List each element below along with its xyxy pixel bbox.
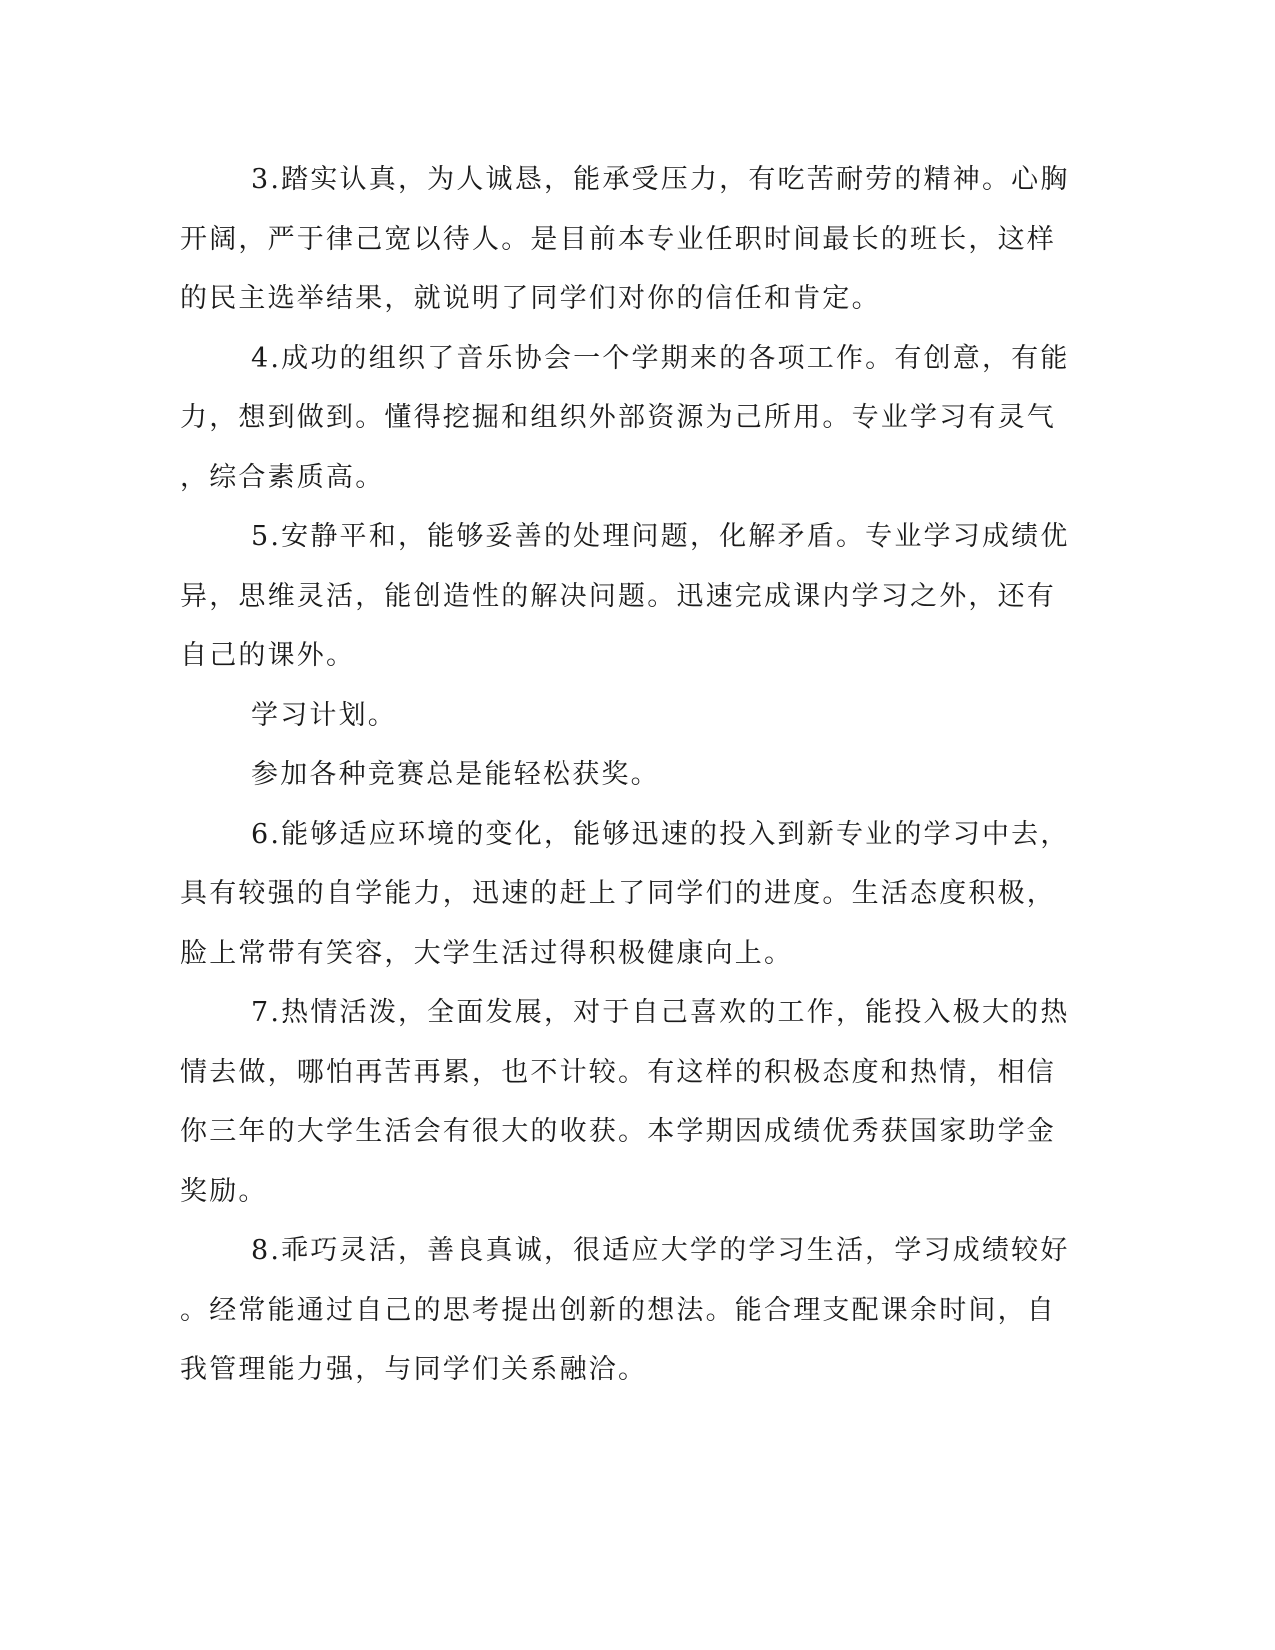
paragraph-line: 情去做，哪怕再苦再累，也不计较。有这样的积极态度和热情，相信: [180, 1056, 1056, 1088]
paragraph-line: ，综合素质高。: [180, 461, 385, 493]
paragraph-3: [180, 150, 1070, 329]
paragraph-line: 自己的课外。: [180, 640, 356, 671]
paragraph-line: 开阔，严于律己宽以待人。是目前本专业任职时间最长的班长，这样: [180, 223, 1056, 255]
paragraph-line: 的民主选举结果，就说明了同学们对你的信任和肯定。: [180, 283, 881, 314]
paragraph-study-plan: [180, 686, 1020, 746]
paragraph-line: 异，思维灵活，能创造性的解决问题。迅速完成课内学习之外，还有: [180, 580, 1056, 612]
paragraph-line: 我管理能力强，与同学们关系融洽。: [180, 1354, 648, 1385]
paragraph-line: 具有较强的自学能力，迅速的赶上了同学们的进度。生活态度积极，: [180, 878, 1056, 909]
paragraph-line: 8.乖巧灵活，善良真诚，很适应大学的学习生活，学习成绩较好: [251, 1235, 1070, 1266]
paragraph-line: 4.成功的组织了音乐协会一个学期来的各项工作。有创意，有能: [251, 342, 1070, 374]
document-page: [180, 150, 1070, 1400]
paragraph-line: 3.踏实认真，为人诚恳，能承受压力，有吃苦耐劳的精神。心胸: [251, 164, 1070, 195]
paragraph-line: 7.热情活泼，全面发展，对于自己喜欢的工作，能投入极大的热: [251, 997, 1070, 1028]
paragraph-line: 参加各种竞赛总是能轻松获奖。: [251, 759, 660, 790]
paragraph-5: [180, 507, 1070, 686]
paragraph-line: 学习计划。: [251, 699, 397, 731]
paragraph-8: [180, 1221, 1070, 1400]
paragraph-competitions: [180, 745, 1020, 805]
paragraph-6: [180, 805, 1070, 984]
paragraph-line: 5.安静平和，能够妥善的处理问题，化解矛盾。专业学习成绩优: [251, 521, 1070, 552]
paragraph-line: 脸上常带有笑容，大学生活过得积极健康向上。: [180, 937, 794, 969]
paragraph-line: 。经常能通过自己的思考提出创新的想法。能合理支配课余时间，自: [180, 1294, 1056, 1326]
paragraph-line: 奖励。: [180, 1175, 268, 1207]
paragraph-line: 力，想到做到。懂得挖掘和组织外部资源为己所用。专业学习有灵气: [180, 402, 1056, 433]
paragraph-line: 6.能够适应环境的变化，能够迅速的投入到新专业的学习中去，: [251, 818, 1070, 850]
paragraph-4: [180, 329, 1070, 508]
paragraph-7: [180, 983, 1070, 1221]
paragraph-line: 你三年的大学生活会有很大的收获。本学期因成绩优秀获国家助学金: [180, 1116, 1056, 1147]
